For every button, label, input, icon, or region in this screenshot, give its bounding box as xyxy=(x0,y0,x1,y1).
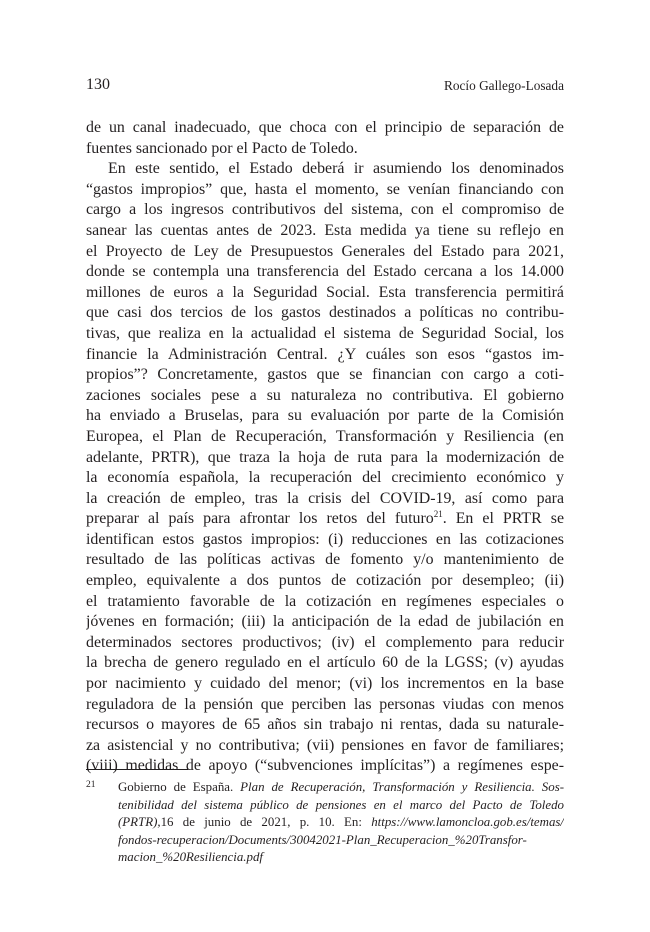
text-line xyxy=(86,509,564,530)
footnote-reference[interactable]: 21 xyxy=(433,509,443,520)
footnote-url[interactable]: macion_%20Resiliencia.pdf xyxy=(118,850,263,865)
text-line: el Proyecto de Ley de Presupuestos Generales del Estado para 2021, xyxy=(86,242,564,260)
text-line: (viii) medidas de apoyo (“subvenciones implícitas”) a regímenes espe- xyxy=(86,757,564,775)
footnote-line xyxy=(118,779,564,797)
paragraph-2 xyxy=(86,159,564,777)
text-line: propios”? Concretamente, gastos que se financian con cargo a coti- xyxy=(86,366,564,384)
text-line: millones de euros a la Seguridad Social. Esta transferencia permitirá xyxy=(86,283,564,301)
text-line: recursos o mayores de 65 años sin trabajo ni rentas, dada su naturale- xyxy=(86,716,564,734)
text-line: determinados sectores productivos; (iv) el complemento para reducir xyxy=(86,633,564,651)
text-line: por nacimiento y cuidado del menor; (vi) los incrementos en la base xyxy=(86,675,564,693)
text-line: za asistencial y no contributiva; (vii) pensiones en favor de familiares; xyxy=(86,736,564,754)
text-line: la brecha de genero regulado en el artículo 60 de la LGSS; (v) ayudas xyxy=(86,654,564,672)
text-line: adelante, PRTR), que traza la hoja de ruta para la modernización de xyxy=(86,448,564,466)
footnote-line xyxy=(118,814,564,832)
text-line: jóvenes en formación; (iii) la anticipación de la edad de jubilación en xyxy=(86,613,564,631)
body-text xyxy=(86,118,564,777)
running-header-author: Rocío Gallego-Losada xyxy=(443,78,564,93)
text-line: ha enviado a Bruselas, para su evaluación por parte de la Comisión xyxy=(86,407,564,425)
text-line: que casi dos tercios de los gastos destinados a políticas no contribu- xyxy=(86,304,564,322)
footnote-title: tenibilidad del sistema público de pensiones en el marco del Pacto de Toledo xyxy=(118,797,564,812)
text-line: cargo a los ingresos contributivos del sistema, con el compromiso de xyxy=(86,201,564,219)
text-line: empleo, equivalente a dos puntos de cotización por desempleo; (ii) xyxy=(86,572,564,590)
footnote-author: Gobierno de España. xyxy=(118,780,241,794)
text-line: En este sentido, el Estado deberá ir asumiendo los denominados xyxy=(108,160,564,178)
footnote-title: (PRTR), xyxy=(118,815,161,830)
text-line: “gastos impropios” que, hasta el momento, se venían financiando con xyxy=(86,180,564,198)
text-line: zaciones sociales pese a su naturaleza no contributiva. El gobierno xyxy=(86,386,564,404)
text-segment: preparar al país para afrontar los retos del futuro xyxy=(86,510,434,528)
text-line: de un canal inadecuado, que choca con el principio de separación de xyxy=(86,119,564,136)
footnote-text xyxy=(118,779,564,867)
footnote-line xyxy=(118,797,564,815)
text-line: fuentes sancionado por el Pacto de Toledo. xyxy=(86,139,358,157)
text-segment: . En el PRTR se xyxy=(442,510,564,528)
text-line: la economía española, la recuperación del crecimiento económico y xyxy=(86,469,564,487)
text-line: financie la Administración Central. ¿Y cuáles son esos “gastos im- xyxy=(86,345,564,363)
footnote-number: 21 xyxy=(86,780,96,790)
text-line: identifican estos gastos impropios: (i) reducciones en las cotizaciones xyxy=(86,530,564,548)
page-number: 130 xyxy=(86,76,110,93)
text-line: sanear las cuentas antes de 2023. Esta medida ya tiene su reflejo en xyxy=(86,221,564,239)
footnote-url[interactable]: https://www.lamoncloa.gob.es/temas/ xyxy=(371,815,564,830)
text-line: tivas, que realiza en la actualidad el sistema de Seguridad Social, los xyxy=(86,324,564,342)
footnote-url[interactable]: fondos-recuperacion/Documents/30042021-Plan_Recuperacion_%20Transfor- xyxy=(118,832,527,847)
footnote-date: 16 de junio de 2021, p. 10. En: xyxy=(160,815,372,830)
text-line: el tratamiento favorable de la cotización en regímenes especiales o xyxy=(86,592,564,610)
text-line: reguladora de la pensión que perciben las personas viudas con menos xyxy=(86,695,564,713)
footnote-separator xyxy=(86,769,188,770)
text-line: la creación de empleo, tras la crisis del COVID-19, así como para xyxy=(86,489,564,507)
footnote-line xyxy=(118,849,564,867)
text-line: donde se contempla una transferencia del Estado cercana a los 14.000 xyxy=(86,263,564,281)
footnote-title: Plan de Recuperación, Transformación y Resiliencia. Sos- xyxy=(240,780,564,794)
paragraph-1 xyxy=(86,118,564,159)
text-line: Europea, el Plan de Recuperación, Transformación y Resiliencia (en xyxy=(86,427,564,445)
footnote-line xyxy=(118,832,564,850)
text-line: resultado de las políticas activas de fomento y/o mantenimiento de xyxy=(86,551,564,569)
